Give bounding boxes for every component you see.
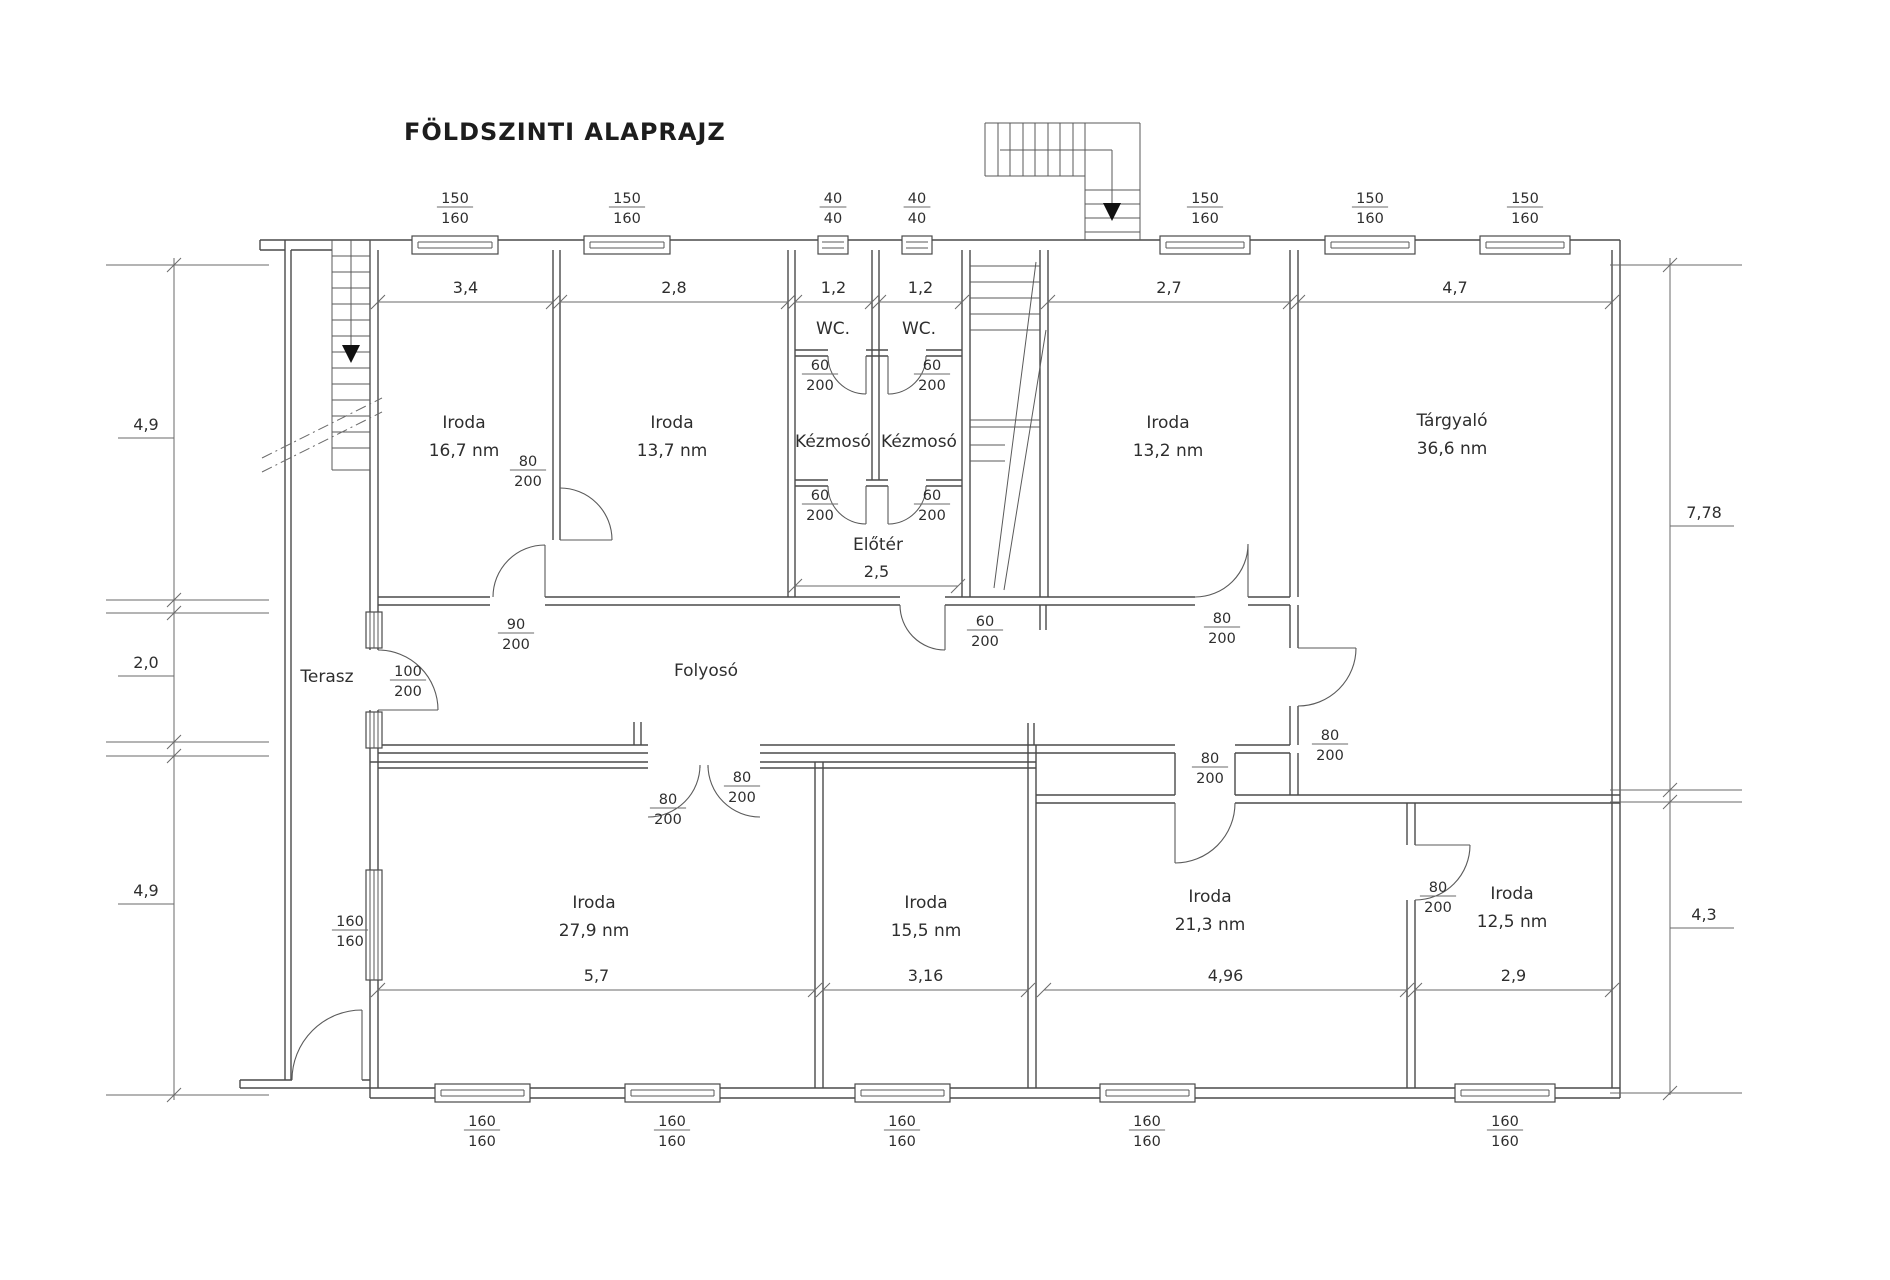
room-name: Iroda (904, 893, 948, 913)
room-label-wc-1 (816, 319, 850, 339)
room-name: Iroda (1490, 884, 1534, 904)
door-80-iroda279 (648, 765, 700, 817)
room-name: Iroda (650, 413, 694, 433)
dim-line-2,7 (1041, 278, 1297, 309)
dim-line-3,4 (371, 278, 560, 309)
door-80-iroda132 (1195, 544, 1248, 597)
stairs-break-line-left (262, 398, 382, 472)
fraction-top: 60 (810, 358, 830, 374)
window-fraction-label (654, 1114, 690, 1150)
room-area: 15,5 nm (890, 921, 962, 941)
door-fraction-label (1420, 880, 1456, 916)
dim-label: 2,8 (661, 278, 687, 297)
door-fraction-label (650, 792, 686, 828)
fraction-top: 160 (658, 1114, 686, 1130)
dim-label: 4,7 (1442, 278, 1468, 297)
fraction-top: 60 (810, 488, 830, 504)
door-60-eloter-exit (900, 605, 945, 650)
door-fraction-label (510, 454, 546, 490)
fraction-top: 150 (1511, 191, 1539, 207)
room-label-iroda-27-9 (559, 893, 630, 941)
window-150-160-4 (1325, 236, 1415, 254)
fraction-top: 60 (922, 358, 942, 374)
fraction-bottom: 200 (918, 378, 946, 394)
fraction-bottom: 40 (907, 211, 927, 227)
door-fraction-label (1192, 751, 1228, 787)
window-fraction-label (437, 191, 473, 227)
dim-line-3,16 (816, 966, 1035, 997)
room-name: Folyosó (673, 661, 739, 681)
fraction-top: 80 (518, 454, 538, 470)
window-150-160-1 (412, 236, 498, 254)
fraction-bottom: 200 (514, 474, 542, 490)
side-dim-label: 7,78 (1686, 503, 1722, 522)
fraction-top: 60 (922, 488, 942, 504)
fraction-bottom: 160 (336, 934, 364, 950)
fraction-top: 60 (975, 614, 995, 630)
fraction-bottom: 160 (1133, 1134, 1161, 1150)
fraction-bottom: 200 (394, 684, 422, 700)
fraction-top: 80 (1428, 880, 1448, 896)
fraction-top: 40 (907, 191, 927, 207)
door-terasz-bottom (292, 1010, 362, 1080)
fraction-bottom: 200 (502, 637, 530, 653)
room-label-kezmoso-1 (795, 432, 871, 452)
fraction-bottom: 200 (918, 508, 946, 524)
dim-label: 2,5 (863, 562, 890, 581)
fraction-top: 80 (658, 792, 678, 808)
fraction-bottom: 160 (613, 211, 641, 227)
room-labels-layer (299, 319, 1547, 941)
windows-layer (366, 236, 1570, 1102)
fraction-bottom: 160 (1356, 211, 1384, 227)
fraction-bottom: 160 (441, 211, 469, 227)
window-fraction-label (1507, 191, 1543, 227)
dim-line-2,5 (788, 562, 965, 593)
dim-line-2,8 (553, 278, 795, 309)
dim-label: 1,2 (820, 278, 847, 297)
interior-walls (370, 250, 1620, 1088)
room-label-iroda-15-5 (891, 893, 962, 941)
fraction-top: 100 (394, 664, 422, 680)
fraction-top: 150 (1356, 191, 1384, 207)
window-left-1 (366, 612, 382, 648)
dim-line-1,2 (788, 278, 879, 309)
window-left-2 (366, 712, 382, 748)
room-label-iroda-13-7 (637, 413, 708, 461)
room-label-terasz (299, 667, 353, 687)
fraction-top: 80 (1320, 728, 1340, 744)
side-dim-left (106, 258, 269, 1102)
page-title: FÖLDSZINTI ALAPRAJZ (404, 118, 726, 146)
door-fraction-label (914, 488, 950, 524)
room-area: 36,6 nm (1416, 439, 1488, 459)
room-area: 27,9 nm (558, 921, 630, 941)
fraction-bottom: 160 (1191, 211, 1219, 227)
side-dim-label: 2,0 (133, 653, 159, 672)
fraction-top: 80 (1212, 611, 1232, 627)
door-fraction-label (802, 488, 838, 524)
fraction-bottom: 200 (728, 790, 756, 806)
room-name: WC. (901, 319, 937, 339)
fraction-bottom: 160 (888, 1134, 916, 1150)
room-name: Terasz (300, 667, 354, 687)
window-160-160-2 (625, 1084, 720, 1102)
room-name: Iroda (1146, 413, 1190, 433)
room-label-targyalo (1415, 411, 1487, 459)
fraction-bottom: 160 (468, 1134, 496, 1150)
fraction-bottom: 160 (1511, 211, 1539, 227)
window-fraction-label (464, 1114, 500, 1150)
window-150-160-2 (584, 236, 670, 254)
fraction-top: 90 (506, 617, 526, 633)
window-150-160-5 (1480, 236, 1570, 254)
window-fraction-label (820, 191, 847, 227)
stairs-down-arrow-left (342, 345, 360, 363)
side-dim-label: 4,9 (133, 415, 159, 434)
dim-line-1,2 (872, 278, 969, 309)
doors-layer (292, 356, 1470, 1080)
fraction-top: 160 (888, 1114, 916, 1130)
room-area: 13,2 nm (1132, 441, 1204, 461)
window-fraction-label (904, 191, 931, 227)
fraction-top: 150 (1191, 191, 1219, 207)
fraction-top: 160 (336, 914, 364, 930)
terasz-walls (240, 240, 370, 1088)
room-name: Iroda (442, 413, 486, 433)
fraction-bottom: 200 (1316, 748, 1344, 764)
room-label-iroda-12-5 (1477, 884, 1548, 932)
window-fraction-label (1487, 1114, 1523, 1150)
window-160-160-3 (855, 1084, 950, 1102)
room-area: 12,5 nm (1476, 912, 1548, 932)
door-80-offices (560, 488, 612, 540)
fraction-bottom: 200 (806, 508, 834, 524)
fraction-bottom: 200 (654, 812, 682, 828)
window-fraction-label (1352, 191, 1388, 227)
window-fraction-label (1187, 191, 1223, 227)
fraction-top: 40 (823, 191, 843, 207)
room-name: Iroda (1188, 887, 1232, 907)
window-160-160-1 (435, 1084, 530, 1102)
room-area: 16,7 nm (428, 441, 500, 461)
room-area: 13,7 nm (636, 441, 708, 461)
dim-line-4,7 (1291, 278, 1619, 309)
door-fraction-label (914, 358, 950, 394)
door-fraction-label (724, 770, 760, 806)
fraction-top: 160 (1491, 1114, 1519, 1130)
window-fraction-label (609, 191, 645, 227)
room-area: 21,3 nm (1174, 915, 1246, 935)
room-label-iroda-13-2 (1133, 413, 1204, 461)
fraction-top: 80 (1200, 751, 1220, 767)
side-dim-label: 4,9 (133, 881, 159, 900)
side-dim-right (1610, 258, 1742, 1100)
fraction-bottom: 200 (1424, 900, 1452, 916)
door-90-corridor (493, 545, 545, 597)
shaft-break-lines (994, 262, 1046, 590)
dim-label: 3,16 (907, 966, 944, 985)
room-name: Kézmosó (795, 432, 871, 452)
side-dim-label: 4,3 (1691, 905, 1717, 924)
fraction-bottom: 40 (823, 211, 843, 227)
dim-line-4,96 (1037, 966, 1414, 997)
door-fraction-label (1312, 728, 1348, 764)
stairs-left (262, 240, 382, 472)
door-fraction-label (802, 358, 838, 394)
fraction-bottom: 200 (806, 378, 834, 394)
dim-label: 1,2 (907, 278, 934, 297)
fraction-top: 150 (613, 191, 641, 207)
window-160-160-5 (1455, 1084, 1555, 1102)
fraction-top: 150 (441, 191, 469, 207)
fraction-top: 80 (732, 770, 752, 786)
door-fraction-label (498, 617, 534, 653)
fraction-bottom: 200 (971, 634, 999, 650)
fraction-bottom: 200 (1208, 631, 1236, 647)
room-label-wc-2 (902, 319, 936, 339)
dim-label: 2,9 (1500, 966, 1527, 985)
dim-label: 5,7 (583, 966, 610, 985)
dim-label: 3,4 (452, 278, 479, 297)
window-fraction-label (884, 1114, 920, 1150)
room-name: Előtér (853, 535, 903, 555)
window-40-40-2 (902, 236, 932, 254)
fraction-top: 160 (1133, 1114, 1161, 1130)
room-label-eloter (853, 535, 903, 555)
fraction-bottom: 160 (1491, 1134, 1519, 1150)
window-150-160-3 (1160, 236, 1250, 254)
fraction-bottom: 200 (1196, 771, 1224, 787)
window-40-40-1 (818, 236, 848, 254)
dim-label: 2,7 (1156, 278, 1182, 297)
window-160-160-4 (1100, 1084, 1195, 1102)
room-name: Tárgyaló (1416, 411, 1488, 431)
fraction-labels-layer (332, 191, 1543, 1150)
room-name: WC. (815, 319, 851, 339)
fraction-bottom: 160 (658, 1134, 686, 1150)
door-80-targyalo (1298, 648, 1356, 706)
room-label-folyoso (674, 661, 738, 681)
door-fraction-label (390, 664, 426, 700)
door-80-iroda213-entry (1175, 803, 1235, 863)
dim-line-5,7 (371, 966, 822, 997)
room-name: Iroda (572, 893, 616, 913)
dim-label: 4,96 (1207, 966, 1244, 985)
room-label-iroda-16-7 (429, 413, 500, 461)
room-label-kezmoso-2 (881, 432, 957, 452)
stair-shaft-interior (970, 262, 1046, 590)
stairs-top (985, 123, 1140, 240)
window-fraction-label (1129, 1114, 1165, 1150)
room-name: Kézmosó (881, 432, 957, 452)
dim-line-2,9 (1408, 966, 1619, 997)
room-label-iroda-21-3 (1175, 887, 1246, 935)
window-left-3 (366, 870, 382, 980)
fraction-top: 160 (468, 1114, 496, 1130)
door-fraction-label (967, 614, 1003, 650)
door-fraction-label (1204, 611, 1240, 647)
window-fraction-label (332, 914, 368, 950)
